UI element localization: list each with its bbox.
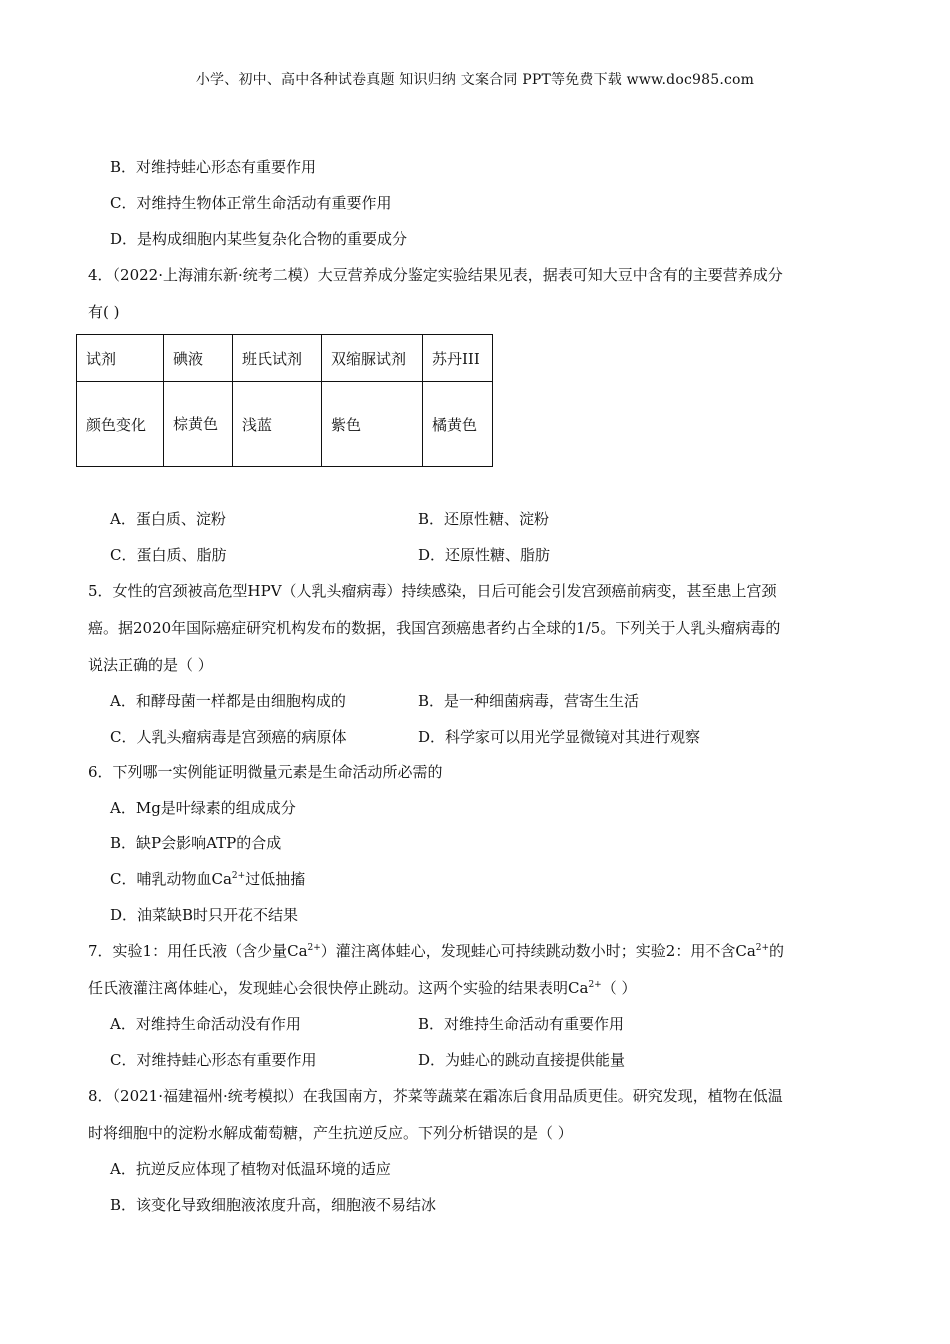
q7-text: 的 [769, 942, 785, 960]
table-cell: 棕黄色 [164, 382, 233, 467]
q7-superscript: 2+ [588, 980, 602, 990]
q8-option-b: B．该变化导致细胞液浓度升高，细胞液不易结冰 [110, 1196, 437, 1214]
q5-stem-line2: 癌。据2020年国际癌症研究机构发布的数据，我国宫颈癌患者约占全球的1/5。下列关于人乳头瘤病毒的 [88, 619, 781, 637]
q7-option-d: D．为蛙心的跳动直接提供能量 [418, 1051, 626, 1069]
table-cell: 浅蓝 [233, 382, 322, 467]
table-cell: 紫色 [322, 382, 423, 467]
q6-stem-line1: 6．下列哪一实例能证明微量元素是生命活动所必需的 [88, 763, 443, 781]
q6-option-c-text: C．哺乳动物血Ca [110, 870, 232, 888]
q7-option-a: A．对维持生命活动没有作用 [110, 1015, 301, 1033]
q7-text: ）灌注离体蛙心，发现蛙心可持续跳动数小时；实验2：用不含Ca [320, 942, 756, 960]
q8-option-a: A．抗逆反应体现了植物对低温环境的适应 [110, 1160, 391, 1178]
table-row [77, 382, 493, 467]
table-header-cell: 班氏试剂 [233, 335, 322, 382]
q8-stem-line2: 时将细胞中的淀粉水解成葡萄糖，产生抗逆反应。下列分析错误的是（ ） [88, 1124, 573, 1142]
q3-option-d: D．是构成细胞内某些复杂化合物的重要成分 [110, 230, 408, 248]
q5-option-a: A．和酵母菌一样都是由细胞构成的 [110, 692, 346, 710]
table-header-cell: 双缩脲试剂 [322, 335, 423, 382]
q5-option-b: B．是一种细菌病毒，营寄生生活 [418, 692, 640, 710]
q6-option-c-superscript: 2+ [231, 871, 246, 881]
q4-option-a: A．蛋白质、淀粉 [110, 510, 226, 528]
q4-stem-line2: 有( ) [88, 303, 120, 321]
q7-text: 任氏液灌注离体蛙心，发现蛙心会很快停止跳动。这两个实验的结果表明Ca [88, 979, 589, 997]
q3-option-b: B．对维持蛙心形态有重要作用 [110, 158, 317, 176]
table-header-cell: 碘液 [164, 335, 233, 382]
q5-option-c: C．人乳头瘤病毒是宫颈癌的病原体 [110, 728, 347, 746]
q7-option-c: C．对维持蛙心形态有重要作用 [110, 1051, 317, 1069]
q7-stem-line1 [88, 941, 784, 961]
page-header: 小学、初中、高中各种试卷真题 知识归纳 文案合同 PPT等免费下载 www.doc985.com [195, 72, 755, 88]
table-header-row [77, 335, 493, 382]
q7-text: （ ） [601, 979, 637, 997]
q7-stem-line2 [88, 978, 637, 998]
q3-option-c: C．对维持生物体正常生命活动有重要作用 [110, 194, 392, 212]
q5-stem-line3: 说法正确的是（ ） [88, 656, 213, 674]
q6-option-d: D．油菜缺B时只开花不结果 [110, 906, 299, 924]
q7-superscript: 2+ [307, 943, 321, 953]
q6-option-a: A．Mg是叶绿素的组成成分 [110, 799, 296, 817]
q5-stem-line1: 5．女性的宫颈被高危型HPV（人乳头瘤病毒）持续感染，日后可能会引发宫颈癌前病变，甚至患上宫颈 [88, 582, 777, 600]
q6-option-c [110, 869, 305, 889]
table-header-cell: 苏丹III [423, 335, 493, 382]
q4-option-b: B．还原性糖、淀粉 [418, 510, 550, 528]
q7-superscript: 2+ [755, 943, 770, 953]
q4-option-c: C．蛋白质、脂肪 [110, 546, 227, 564]
q6-option-c-text-end: 过低抽搐 [245, 870, 306, 888]
q5-option-d: D．科学家可以用光学显微镜对其进行观察 [418, 728, 701, 746]
q4-option-d: D．还原性糖、脂肪 [418, 546, 551, 564]
q7-text: 7．实验1：用任氏液（含少量Ca [88, 942, 308, 960]
q8-stem-line1: 8．（2021·福建福州·统考模拟）在我国南方，芥菜等蔬菜在霜冻后食用品质更佳。研究发现，植物在低温 [88, 1087, 783, 1105]
q7-option-b: B．对维持生命活动有重要作用 [418, 1015, 625, 1033]
table-cell: 颜色变化 [77, 382, 164, 467]
q6-option-b: B．缺P会影响ATP的合成 [110, 834, 282, 852]
table-header-cell: 试剂 [77, 335, 164, 382]
q4-results-table [76, 334, 493, 467]
q4-stem-line1: 4．（2022·上海浦东新·统考二模）大豆营养成分鉴定实验结果见表，据表可知大豆中含有的主要营养成分 [88, 266, 783, 284]
table-cell: 橘黄色 [423, 382, 493, 467]
